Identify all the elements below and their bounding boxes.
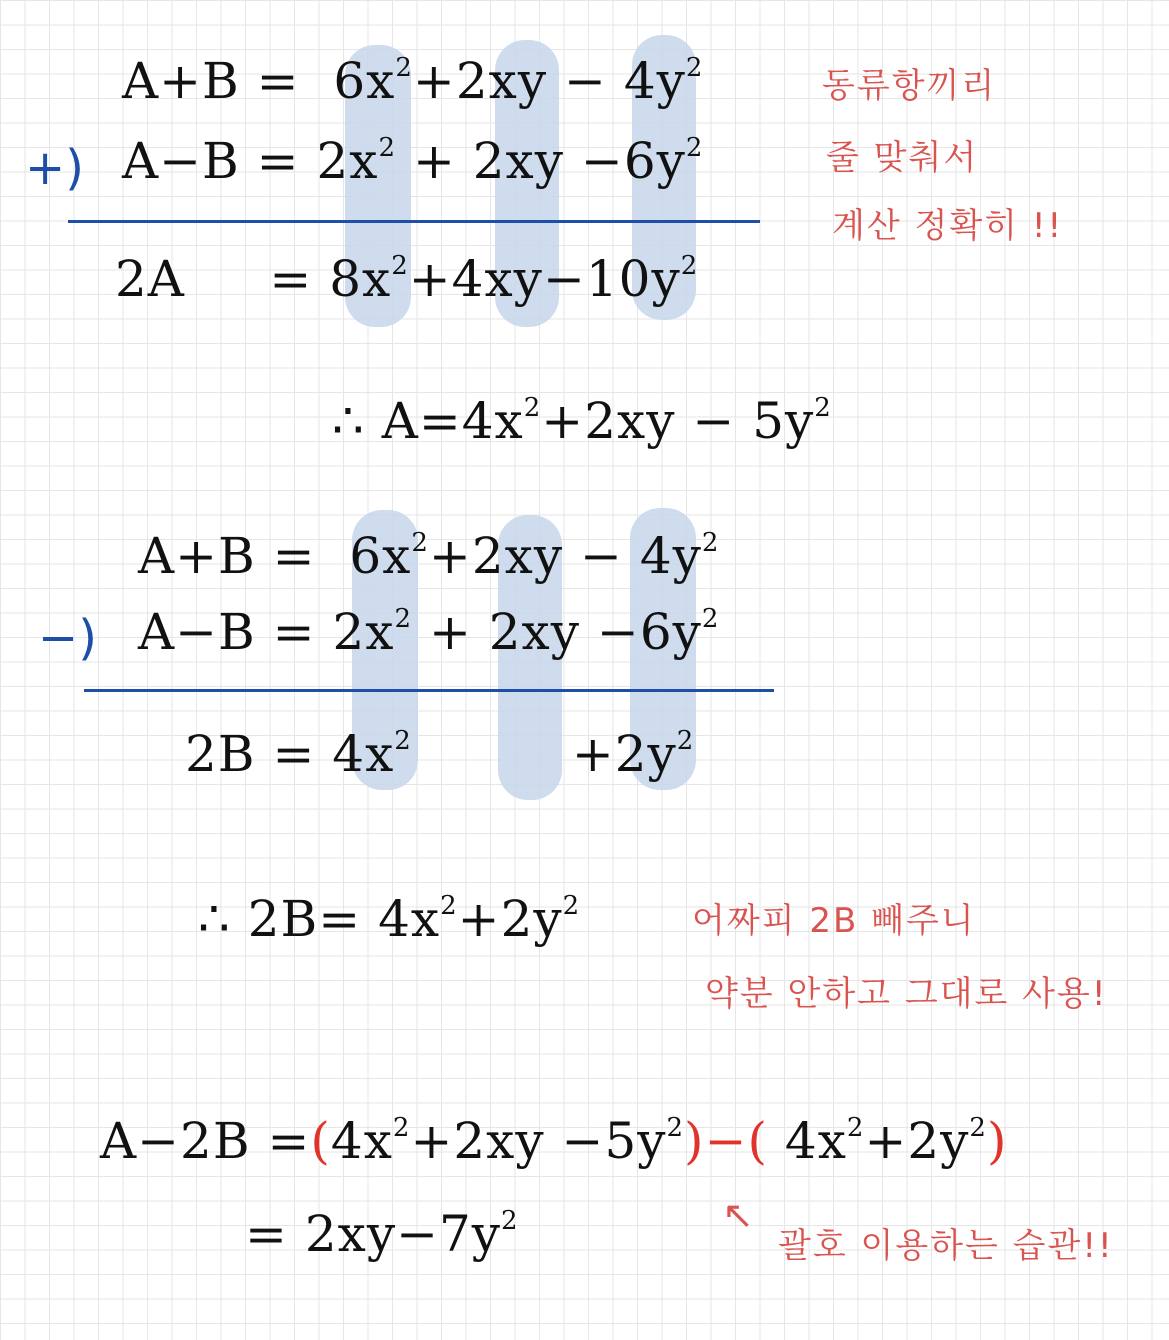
block1-result: 2A = $8x^2+4xy-10y^2$ [115, 250, 699, 308]
block1-sum-line [68, 220, 760, 223]
note2-line2: 약분 안하고 그대로 사용! [705, 974, 1108, 1014]
block2-line2: $A-B = 2x^2 + 2xy -6y^2$ [138, 603, 720, 661]
note3-arrow-icon: ↖ [722, 1193, 756, 1237]
block1-line1: $A+B = 6x^2+2xy - 4y^2$ [122, 52, 704, 110]
block1-conclusion: ∴ $A=4x^2+2xy - 5y^2$ [332, 392, 832, 450]
note3: 괄호 이용하는 습관!! [778, 1226, 1114, 1266]
block1-add-operator: +) [25, 140, 84, 196]
block2-subtract-operator: −) [38, 610, 97, 666]
note2-line1: 어짜피 2B 빼주니 [692, 901, 976, 941]
block2-conclusion: ∴ $2B= 4x^2+2y^2$ [198, 890, 581, 948]
note1-line2: 줄 맞춰서 [826, 138, 979, 178]
block1-line2: $A-B = 2x^2 + 2xy -6y^2$ [122, 132, 704, 190]
block2-result: $2B = 4x^2 +2y^2$ [185, 725, 695, 783]
final-line2: = $2xy-7y^2$ [245, 1205, 519, 1263]
block2-sum-line [84, 689, 774, 692]
block2-line1: $A+B = 6x^2+2xy - 4y^2$ [138, 527, 720, 585]
final-line1: $A-2B =(4x^2+2xy -5y^2)-$( $4x^2+2y^2$) [100, 1112, 1008, 1170]
note1-line3: 계산 정확히 !! [832, 206, 1064, 246]
note1-line1: 동류항끼리 [822, 66, 997, 106]
